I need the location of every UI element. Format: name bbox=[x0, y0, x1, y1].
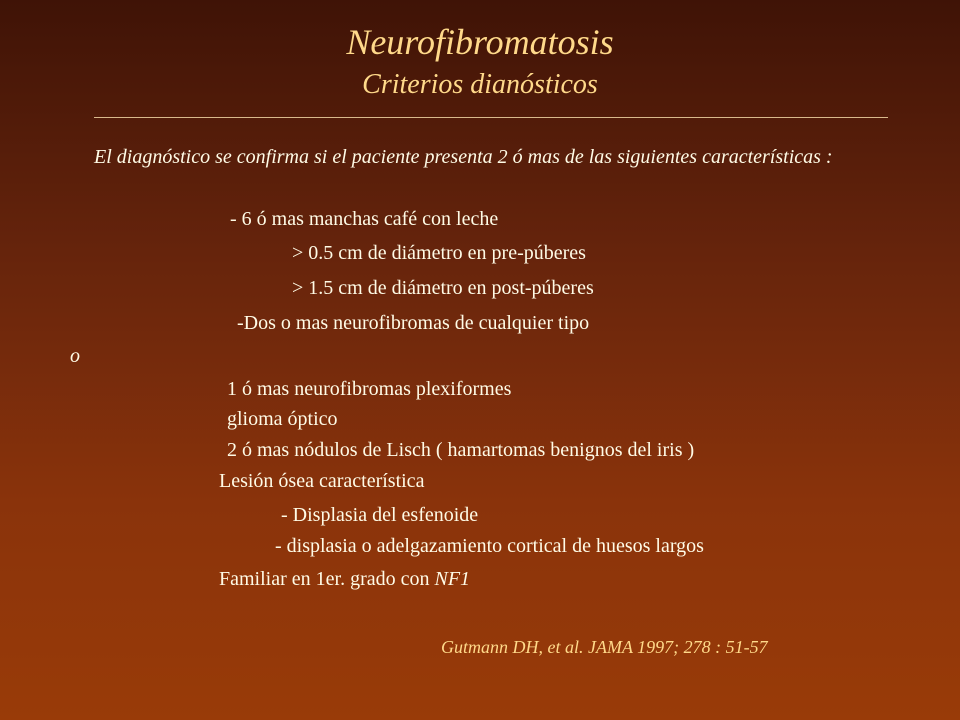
familiar-text: Familiar en 1er. grado con bbox=[219, 568, 435, 590]
or-label: o bbox=[70, 345, 80, 367]
slide-title: Neurofibromatosis bbox=[346, 22, 614, 62]
title-divider bbox=[94, 117, 888, 118]
criterion-sphenoid-dysplasia: - Displasia del esfenoide bbox=[281, 504, 479, 526]
slide-subtitle: Criterios dianósticos bbox=[362, 69, 598, 100]
criterion-plexiform: 1 ó mas neurofibromas plexiformes bbox=[227, 378, 512, 400]
citation: Gutmann DH, et al. JAMA 1997; 278 : 51-57 bbox=[441, 637, 768, 657]
criterion-long-bone-dysplasia: - displasia o adelgazamiento cortical de huesos largos bbox=[275, 535, 704, 557]
familiar-gene: NF1 bbox=[434, 568, 471, 590]
criterion-neurofibromas: -Dos o mas neurofibromas de cualquier tipo bbox=[237, 312, 590, 334]
criterion-first-degree-relative bbox=[219, 567, 470, 591]
intro-text: El diagnóstico se confirma si el paciente presenta 2 ó mas de las siguientes características : bbox=[94, 146, 833, 168]
criterion-size-prepubertal: > 0.5 cm de diámetro en pre-púberes bbox=[292, 242, 586, 264]
criterion-optic-glioma: glioma óptico bbox=[227, 408, 338, 430]
criterion-lisch-nodules: 2 ó mas nódulos de Lisch ( hamartomas benignos del iris ) bbox=[227, 439, 695, 461]
criterion-cafe-au-lait: - 6 ó mas manchas café con leche bbox=[230, 208, 499, 230]
criterion-size-postpubertal: > 1.5 cm de diámetro en post-púberes bbox=[292, 277, 594, 299]
criterion-bone-lesion: Lesión ósea característica bbox=[219, 470, 425, 492]
